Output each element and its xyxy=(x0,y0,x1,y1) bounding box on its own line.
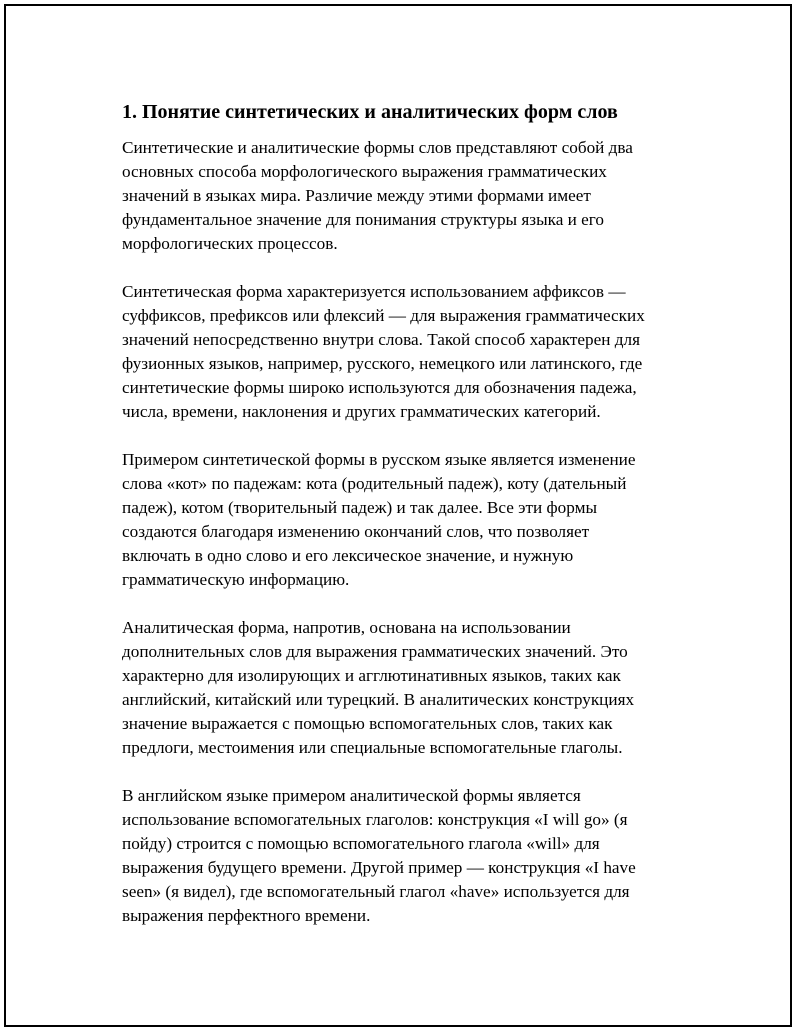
text-line: значение выражается с помощью вспомогательных слов, таких как xyxy=(122,714,613,733)
text-line: выражения будущего времени. Другой пример — конструкция «I have xyxy=(122,858,636,877)
text-line: предлоги, местоимения или специальные вспомогательные глаголы. xyxy=(122,738,623,757)
text-line: дополнительных слов для выражения грамматических значений. Это xyxy=(122,642,628,661)
text-line: фундаментальное значение для понимания структуры языка и его xyxy=(122,210,604,229)
text-line: использование вспомогательных глаголов: конструкция «I will go» (я xyxy=(122,810,628,829)
text-line: фузионных языков, например, русского, немецкого или латинского, где xyxy=(122,354,643,373)
text-line: В английском языке примером аналитической формы является xyxy=(122,786,581,805)
paragraph-5 xyxy=(122,784,712,928)
text-line: значений непосредственно внутри слова. Такой способ характерен для xyxy=(122,330,641,349)
document-body xyxy=(122,98,712,952)
text-line: числа, времени, наклонения и других грамматических категорий. xyxy=(122,402,601,421)
text-line: характерно для изолирующих и агглютинативных языков, таких как xyxy=(122,666,621,685)
text-line: падеж), котом (творительный падеж) и так далее. Все эти формы xyxy=(122,498,598,517)
text-line: Синтетическая форма характеризуется использованием аффиксов — xyxy=(122,282,626,301)
text-line: основных способа морфологического выражения грамматических xyxy=(122,162,607,181)
text-line: seen» (я видел), где вспомогательный глагол «have» используется для xyxy=(122,882,630,901)
text-line: Синтетические и аналитические формы слов представляют собой два xyxy=(122,138,633,157)
text-line: включать в одно слово и его лексическое значение, и нужную xyxy=(122,546,574,565)
text-line: создаются благодаря изменению окончаний слов, что позволяет xyxy=(122,522,590,541)
text-line: суффиксов, префиксов или флексий — для выражения грамматических xyxy=(122,306,645,325)
paragraph-2 xyxy=(122,280,712,424)
text-line: морфологических процессов. xyxy=(122,234,338,253)
text-line: выражения перфектного времени. xyxy=(122,906,371,925)
text-line: пойду) строится с помощью вспомогательного глагола «will» для xyxy=(122,834,600,853)
paragraph-1 xyxy=(122,136,712,256)
text-line: английский, китайский или турецкий. В аналитических конструкциях xyxy=(122,690,635,709)
text-line: синтетические формы широко используются для обозначения падежа, xyxy=(122,378,637,397)
text-line: Аналитическая форма, напротив, основана на использовании xyxy=(122,618,571,637)
text-line: Примером синтетической формы в русском языке является изменение xyxy=(122,450,636,469)
page-frame xyxy=(4,4,792,1027)
text-line: грамматическую информацию. xyxy=(122,570,350,589)
paragraph-4 xyxy=(122,616,712,760)
text-line: значений в языках мира. Различие между этими формами имеет xyxy=(122,186,591,205)
text-line: слова «кот» по падежам: кота (родительный падеж), коту (дательный xyxy=(122,474,627,493)
paragraph-3 xyxy=(122,448,712,592)
section-heading: 1. Понятие синтетических и аналитических форм слов xyxy=(122,101,618,123)
